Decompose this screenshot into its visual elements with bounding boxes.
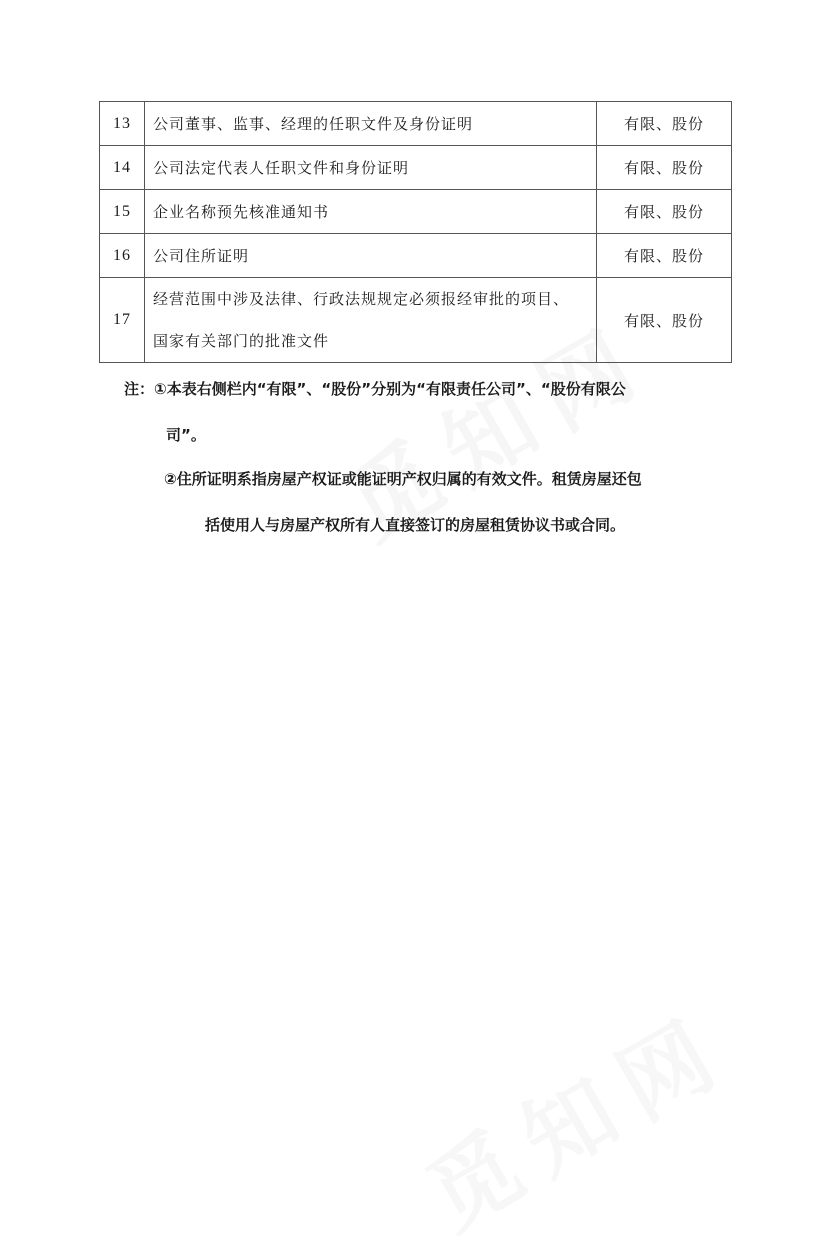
row-number: 16 bbox=[100, 234, 145, 278]
note-1-line-1: 注：①本表右侧栏内“有限”、“股份”分别为“有限责任公司”、“股份有限公 bbox=[124, 380, 626, 398]
row-number: 15 bbox=[100, 190, 145, 234]
row-number: 13 bbox=[100, 102, 145, 146]
row-type: 有限、股份 bbox=[597, 278, 732, 363]
row-item-line: 经营范围中涉及法律、行政法规规定必须报经审批的项目、 bbox=[153, 290, 570, 308]
table-row bbox=[100, 190, 732, 234]
document-table bbox=[99, 101, 732, 363]
row-item bbox=[145, 278, 597, 363]
row-number: 14 bbox=[100, 146, 145, 190]
watermark bbox=[400, 976, 751, 1254]
table-row bbox=[100, 278, 732, 363]
note-2-line-2: 括使用人与房屋产权所有人直接签订的房屋租赁协议书或合同。 bbox=[205, 516, 626, 534]
table-row bbox=[100, 234, 732, 278]
row-item: 公司法定代表人任职文件和身份证明 bbox=[145, 146, 597, 190]
row-item: 公司董事、监事、经理的任职文件及身份证明 bbox=[145, 102, 597, 146]
row-item: 企业名称预先核准通知书 bbox=[145, 190, 597, 234]
row-item-line: 国家有关部门的批准文件 bbox=[153, 332, 330, 350]
note-2-line-1: ②住所证明系指房屋产权证或能证明产权归属的有效文件。租赁房屋还包 bbox=[164, 470, 642, 488]
row-number: 17 bbox=[100, 278, 145, 363]
row-type: 有限、股份 bbox=[597, 190, 732, 234]
row-type: 有限、股份 bbox=[597, 102, 732, 146]
note-1-line-2: 司”。 bbox=[166, 426, 206, 444]
row-item: 公司住所证明 bbox=[145, 234, 597, 278]
table-row bbox=[100, 102, 732, 146]
row-type: 有限、股份 bbox=[597, 146, 732, 190]
row-type: 有限、股份 bbox=[597, 234, 732, 278]
table-row bbox=[100, 146, 732, 190]
